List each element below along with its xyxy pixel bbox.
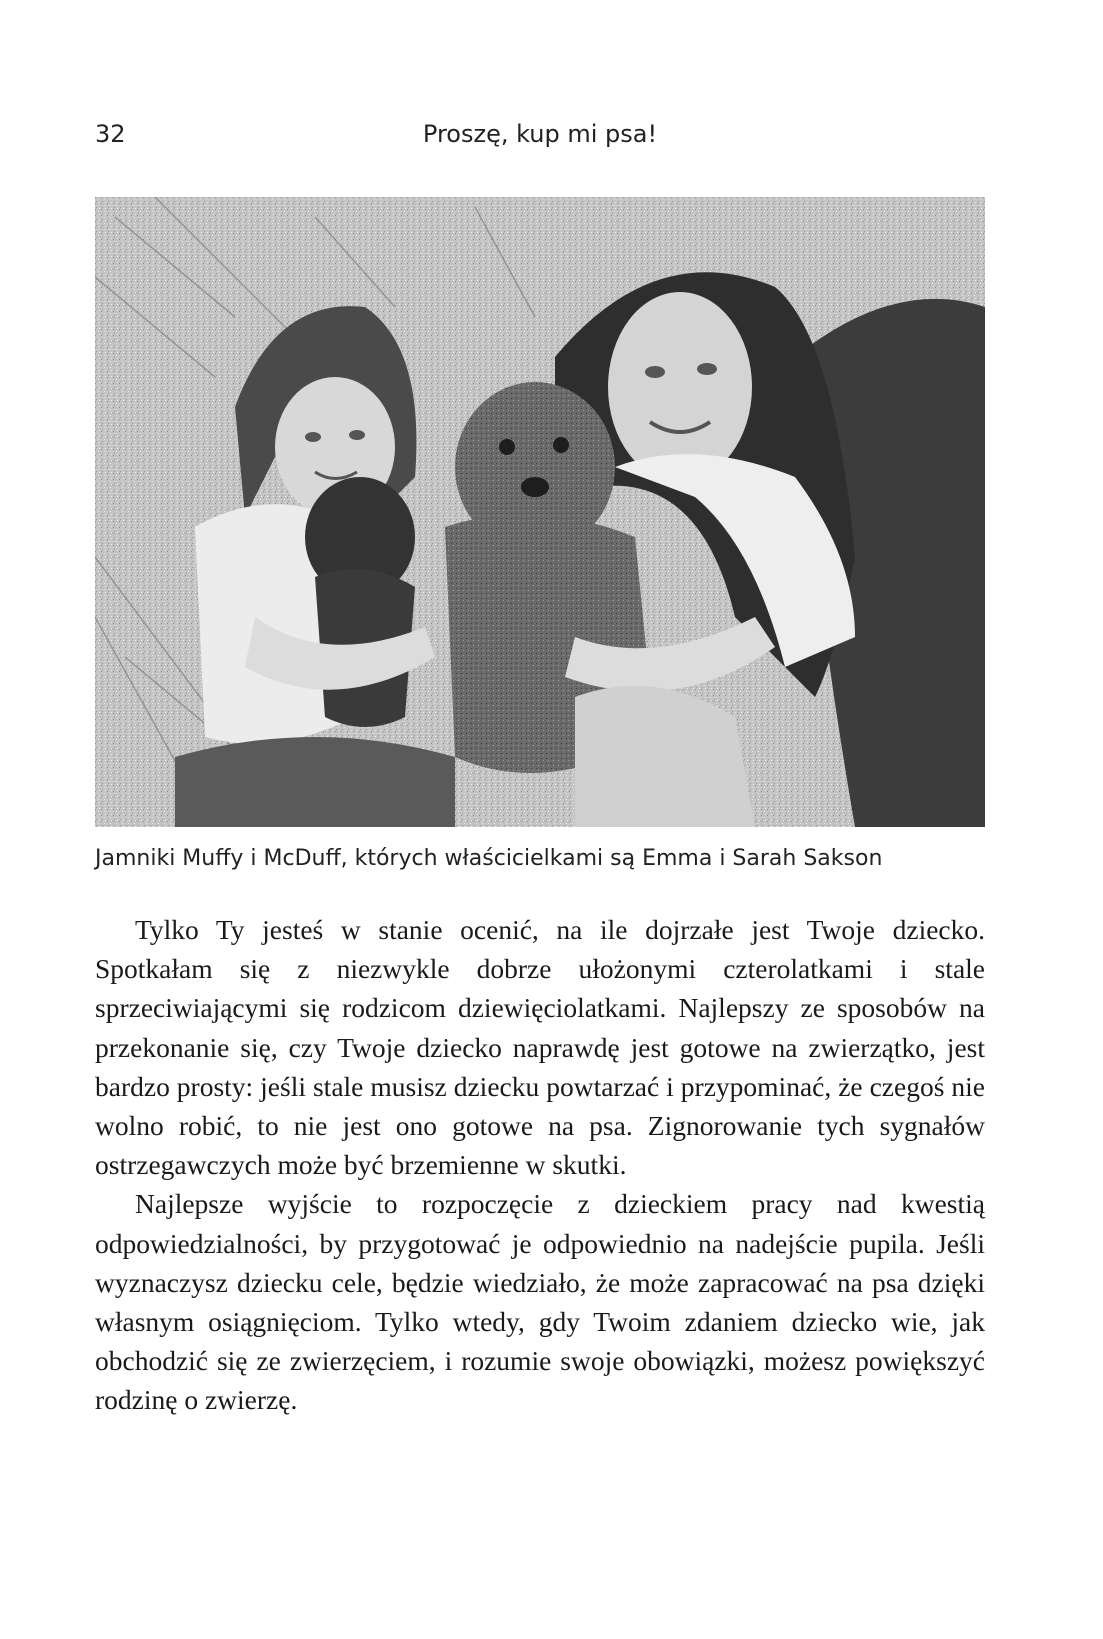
photo-girls-with-dachshunds [95,197,985,827]
running-head [95,120,985,160]
page-number: 32 [95,120,126,148]
body-text [95,910,985,1420]
running-title: Proszę, kup mi psa! [422,120,658,148]
paragraph: Tylko Ty jesteś w stanie ocenić, na ile dojrzałe jest Twoje dziecko. Spotkałam się z niezwykle dobrze ułożonymi czterolatkami i stale sprzeciwiającymi się rodzicom dziewięciolatkami. Najlepszy ze sposobów na przekonanie się, czy Twoje dziecko naprawdę jest gotowe na zwierzątko, jest bardzo prosty: jeśli stale musisz dziecku powtarzać i przypominać, że czegoś nie wolno robić, to nie jest ono gotowe na psa. Zignorowanie tych sygnałów ostrzegawczych może być brzemienne w skutki. [95,914,985,1181]
paragraph: Najlepsze wyjście to rozpoczęcie z dzieckiem pracy nad kwestią odpowiedzialności, by przygotować je odpowiednio na nadejście pupila. Jeśli wyznaczysz dziecku cele, będzie wiedziało, że może zapracować na psa dzięki własnym osiągnięciom. Tylko wtedy, gdy Twoim zdaniem dziecko wie, jak obchodzić się ze zwierzęciem, i rozumie swoje obowiązki, możesz powiększyć rodzinę o zwierzę. [95,1188,985,1416]
figure-caption: Jamniki Muffy i McDuff, których właścicielkami są Emma i Sarah Sakson [95,846,883,871]
